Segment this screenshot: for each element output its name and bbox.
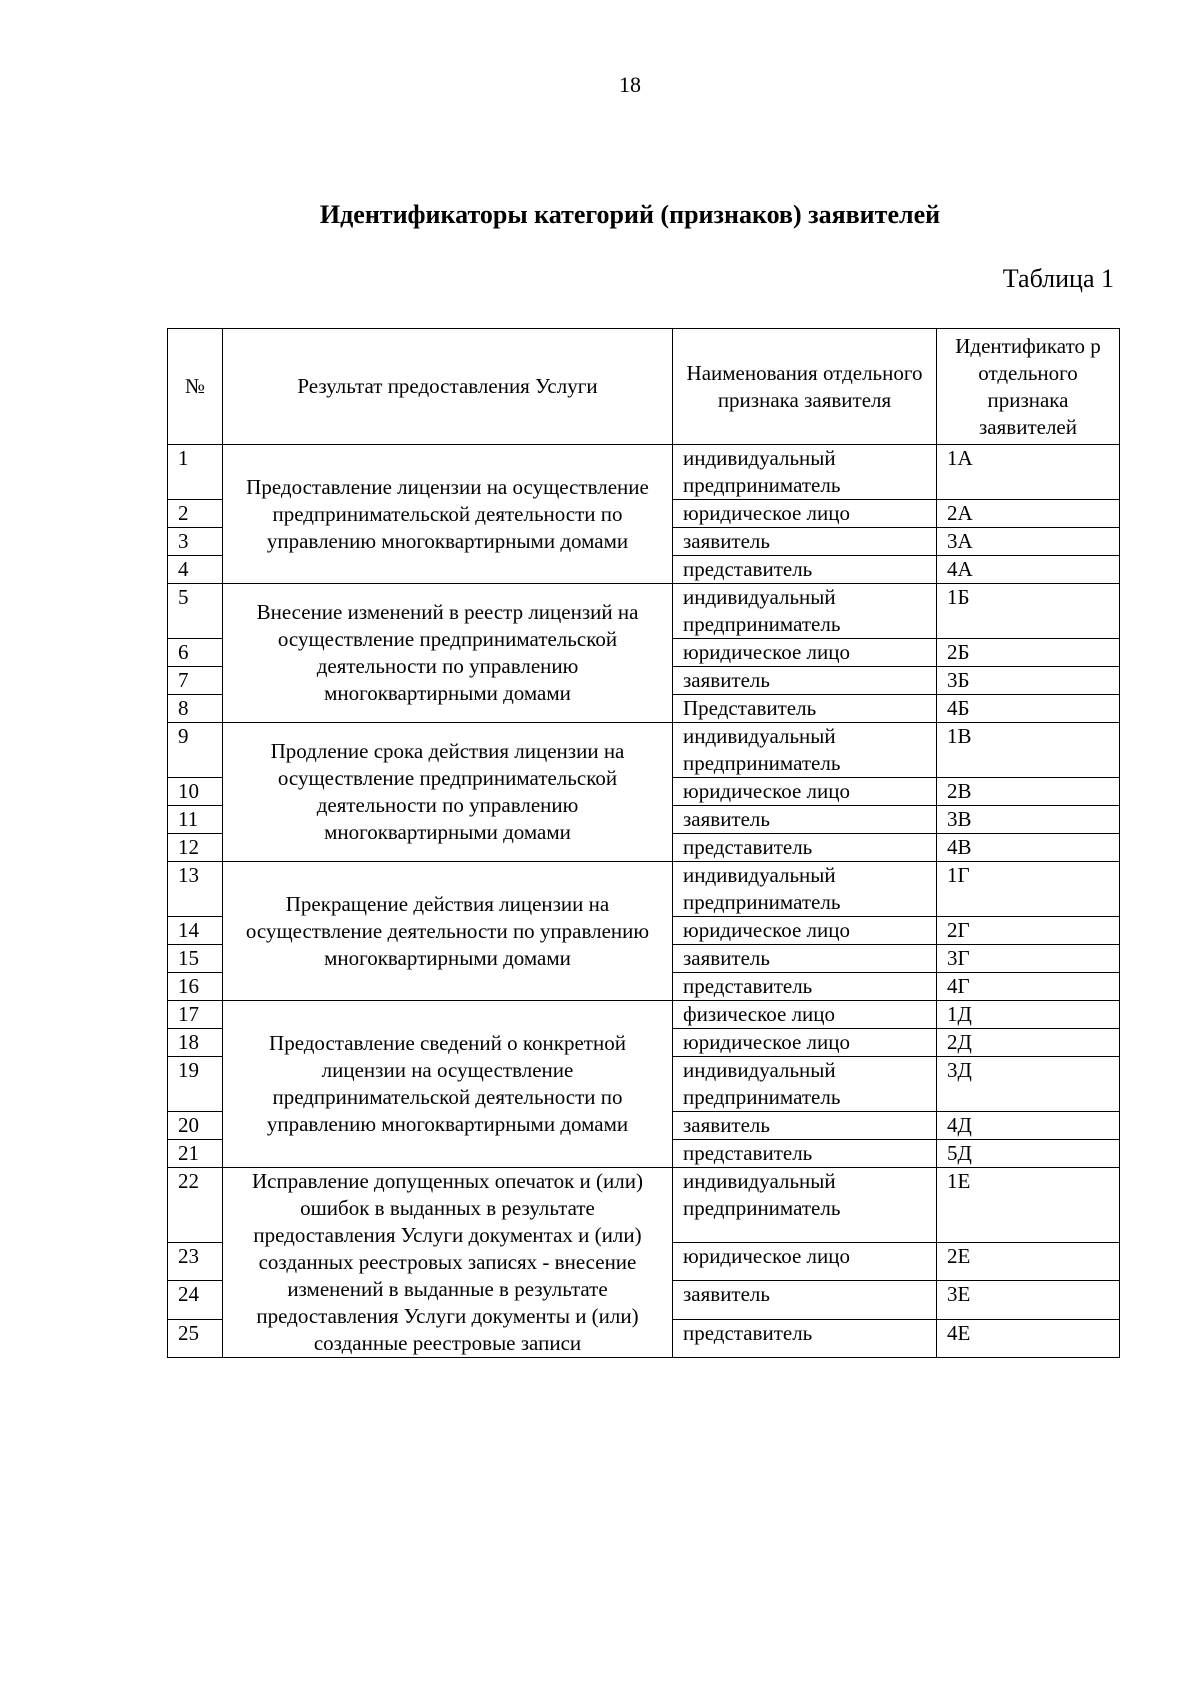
applicant-sign: заявитель	[673, 1112, 937, 1140]
row-number: 12	[168, 834, 223, 862]
row-number: 5	[168, 584, 223, 639]
applicant-sign: представитель	[673, 556, 937, 584]
applicant-identifier: 2А	[937, 500, 1120, 528]
service-result: Исправление допущенных опечаток и (или) ошибок в выданных в результате предоставления Услуги документах и (или) созданных реестровых записях - внесение изменений в выданные в результате предоставления Услуги документы и (или) созданные реестровые записи	[223, 1168, 673, 1358]
header-number: №	[168, 329, 223, 445]
applicant-identifier: 4Б	[937, 695, 1120, 723]
applicant-sign: Представитель	[673, 695, 937, 723]
row-number: 15	[168, 945, 223, 973]
service-result: Предоставление сведений о конкретной лицензии на осуществление предпринимательской деятельности по управлению многоквартирными домами	[223, 1001, 673, 1168]
row-number: 14	[168, 917, 223, 945]
page-number: 18	[619, 72, 641, 97]
header-result: Результат предоставления Услуги	[223, 329, 673, 445]
row-number: 25	[168, 1319, 223, 1357]
applicant-sign: заявитель	[673, 945, 937, 973]
table-row	[168, 445, 1120, 500]
service-result: Прекращение действия лицензии на осуществление деятельности по управлению многоквартирными домами	[223, 862, 673, 1001]
row-number: 18	[168, 1029, 223, 1057]
applicant-sign: юридическое лицо	[673, 1243, 937, 1281]
row-number: 13	[168, 862, 223, 917]
applicant-sign: индивидуальный предприниматель	[673, 445, 937, 500]
applicant-identifier: 1В	[937, 723, 1120, 778]
header-sign: Наименования отдельного признака заявителя	[673, 329, 937, 445]
applicant-identifier: 4А	[937, 556, 1120, 584]
table-row	[168, 723, 1120, 778]
applicant-sign: заявитель	[673, 806, 937, 834]
applicant-sign: заявитель	[673, 528, 937, 556]
applicant-identifier: 2Д	[937, 1029, 1120, 1057]
applicant-sign: юридическое лицо	[673, 639, 937, 667]
applicant-identifier: 3Д	[937, 1057, 1120, 1112]
applicant-sign: юридическое лицо	[673, 917, 937, 945]
table-header-row	[168, 329, 1120, 445]
applicant-identifier: 2Г	[937, 917, 1120, 945]
applicant-identifier: 3В	[937, 806, 1120, 834]
applicant-identifiers-table	[167, 328, 1120, 1358]
row-number: 8	[168, 695, 223, 723]
row-number: 19	[168, 1057, 223, 1112]
row-number: 23	[168, 1243, 223, 1281]
row-number: 16	[168, 973, 223, 1001]
applicant-identifier: 4Е	[937, 1319, 1120, 1357]
applicant-identifier: 1Е	[937, 1168, 1120, 1243]
row-number: 24	[168, 1281, 223, 1319]
applicant-identifier: 5Д	[937, 1140, 1120, 1168]
row-number: 20	[168, 1112, 223, 1140]
applicant-identifier: 2Е	[937, 1243, 1120, 1281]
applicant-sign: индивидуальный предприниматель	[673, 1168, 937, 1243]
applicant-sign: заявитель	[673, 1281, 937, 1319]
applicant-sign: заявитель	[673, 667, 937, 695]
row-number: 10	[168, 778, 223, 806]
applicant-sign: юридическое лицо	[673, 1029, 937, 1057]
table-row	[168, 1168, 1120, 1243]
row-number: 4	[168, 556, 223, 584]
table-row	[168, 862, 1120, 917]
service-result: Продление срока действия лицензии на осуществление предпринимательской деятельности по управлению многоквартирными домами	[223, 723, 673, 862]
applicant-identifier: 3А	[937, 528, 1120, 556]
applicant-identifier: 4В	[937, 834, 1120, 862]
service-result: Внесение изменений в реестр лицензий на осуществление предпринимательской деятельности по управлению многоквартирными домами	[223, 584, 673, 723]
table-row	[168, 584, 1120, 639]
applicant-sign: представитель	[673, 1140, 937, 1168]
service-result: Предоставление лицензии на осуществление предпринимательской деятельности по управлению многоквартирными домами	[223, 445, 673, 584]
applicant-sign: представитель	[673, 973, 937, 1001]
applicant-sign: индивидуальный предприниматель	[673, 723, 937, 778]
applicant-identifier: 1Б	[937, 584, 1120, 639]
applicant-identifier: 1А	[937, 445, 1120, 500]
applicant-sign: представитель	[673, 834, 937, 862]
header-identifier: Идентификато р отдельного признака заявителей	[937, 329, 1120, 445]
applicant-identifier: 3Е	[937, 1281, 1120, 1319]
row-number: 17	[168, 1001, 223, 1029]
table-label: Таблица 1	[1002, 264, 1114, 293]
document-title: Идентификаторы категорий (признаков) заявителей	[319, 200, 941, 229]
applicant-identifier: 1Д	[937, 1001, 1120, 1029]
applicant-identifier: 2В	[937, 778, 1120, 806]
applicant-identifier: 4Г	[937, 973, 1120, 1001]
row-number: 2	[168, 500, 223, 528]
applicant-sign: индивидуальный предприниматель	[673, 1057, 937, 1112]
row-number: 3	[168, 528, 223, 556]
applicant-sign: юридическое лицо	[673, 500, 937, 528]
applicant-sign: юридическое лицо	[673, 778, 937, 806]
row-number: 21	[168, 1140, 223, 1168]
applicant-identifier: 3Б	[937, 667, 1120, 695]
applicant-identifier: 3Г	[937, 945, 1120, 973]
applicant-sign: физическое лицо	[673, 1001, 937, 1029]
row-number: 1	[168, 445, 223, 500]
row-number: 9	[168, 723, 223, 778]
row-number: 7	[168, 667, 223, 695]
table-row	[168, 1001, 1120, 1029]
applicant-sign: индивидуальный предприниматель	[673, 862, 937, 917]
applicant-sign: представитель	[673, 1319, 937, 1357]
applicant-identifier: 4Д	[937, 1112, 1120, 1140]
applicant-identifier: 1Г	[937, 862, 1120, 917]
applicant-identifier: 2Б	[937, 639, 1120, 667]
table-body	[168, 445, 1120, 1358]
row-number: 22	[168, 1168, 223, 1243]
row-number: 11	[168, 806, 223, 834]
applicant-sign: индивидуальный предприниматель	[673, 584, 937, 639]
row-number: 6	[168, 639, 223, 667]
